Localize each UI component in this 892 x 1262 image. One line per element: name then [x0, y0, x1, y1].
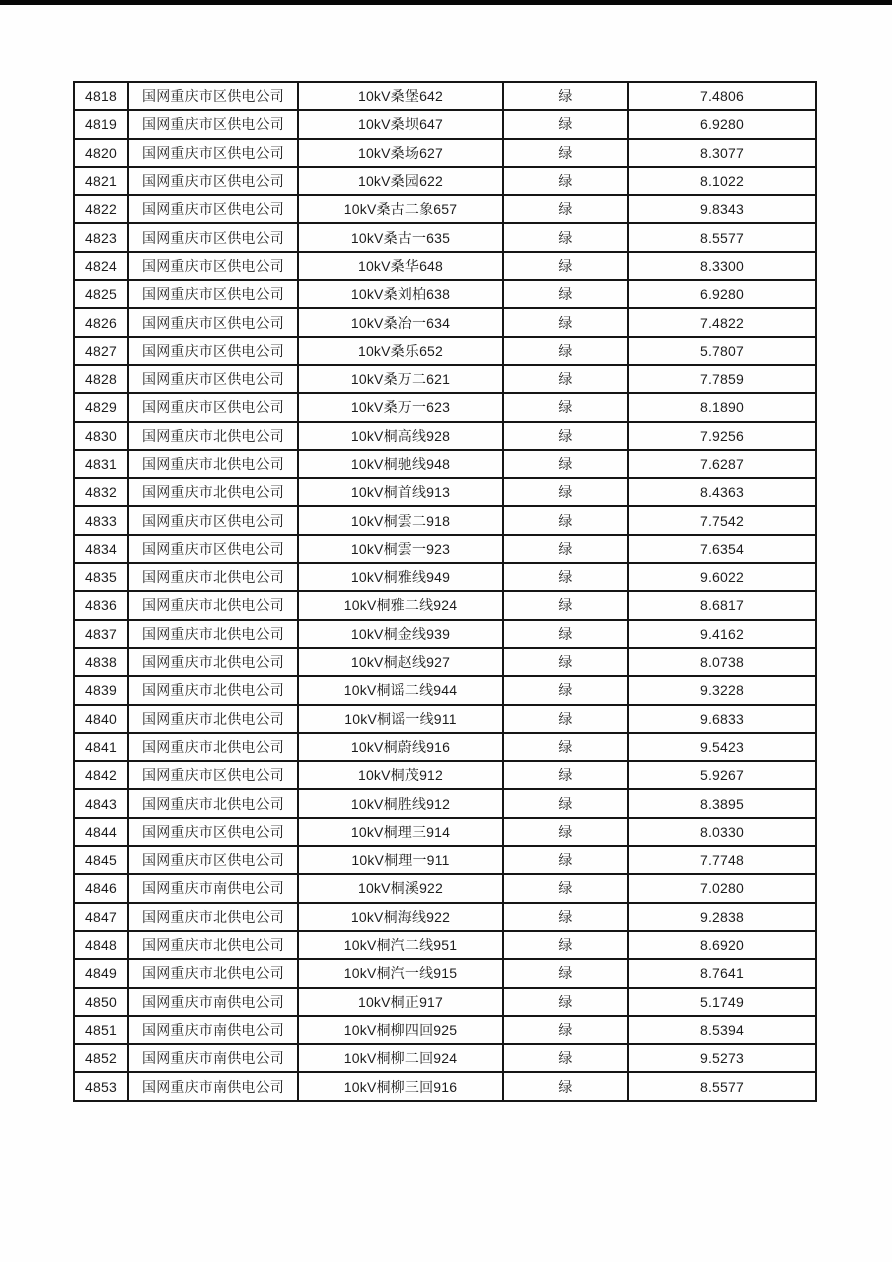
- company-name-cell: 国网重庆市北供电公司: [128, 478, 298, 506]
- line-name-cell: 10kV桐谣二线944: [298, 676, 503, 704]
- status-cell: 绿: [503, 648, 628, 676]
- power-line-rating-table: [73, 81, 817, 1102]
- table-row: [74, 1016, 816, 1044]
- table-row: [74, 450, 816, 478]
- line-name-cell: 10kV桑乐652: [298, 337, 503, 365]
- table-row: [74, 535, 816, 563]
- line-name-cell: 10kV桐雲一923: [298, 535, 503, 563]
- row-number-cell: 4820: [74, 139, 128, 167]
- company-name-cell: 国网重庆市区供电公司: [128, 195, 298, 223]
- status-cell: 绿: [503, 82, 628, 110]
- company-name-cell: 国网重庆市北供电公司: [128, 620, 298, 648]
- status-cell: 绿: [503, 337, 628, 365]
- status-cell: 绿: [503, 195, 628, 223]
- table-row: [74, 478, 816, 506]
- status-cell: 绿: [503, 705, 628, 733]
- table-row: [74, 818, 816, 846]
- company-name-cell: 国网重庆市北供电公司: [128, 931, 298, 959]
- status-cell: 绿: [503, 252, 628, 280]
- row-number-cell: 4826: [74, 308, 128, 336]
- status-cell: 绿: [503, 280, 628, 308]
- table-row: [74, 1044, 816, 1072]
- score-value-cell: 6.9280: [628, 280, 816, 308]
- line-name-cell: 10kV桑古一635: [298, 223, 503, 251]
- line-name-cell: 10kV桐汽二线951: [298, 931, 503, 959]
- row-number-cell: 4838: [74, 648, 128, 676]
- line-name-cell: 10kV桐柳三回916: [298, 1072, 503, 1100]
- row-number-cell: 4823: [74, 223, 128, 251]
- score-value-cell: 8.6920: [628, 931, 816, 959]
- status-cell: 绿: [503, 676, 628, 704]
- status-cell: 绿: [503, 422, 628, 450]
- line-name-cell: 10kV桐驰线948: [298, 450, 503, 478]
- status-cell: 绿: [503, 988, 628, 1016]
- company-name-cell: 国网重庆市区供电公司: [128, 223, 298, 251]
- row-number-cell: 4824: [74, 252, 128, 280]
- table-row: [74, 223, 816, 251]
- line-name-cell: 10kV桐柳二回924: [298, 1044, 503, 1072]
- company-name-cell: 国网重庆市北供电公司: [128, 563, 298, 591]
- score-value-cell: 8.0330: [628, 818, 816, 846]
- row-number-cell: 4849: [74, 959, 128, 987]
- line-name-cell: 10kV桐汽一线915: [298, 959, 503, 987]
- row-number-cell: 4834: [74, 535, 128, 563]
- company-name-cell: 国网重庆市区供电公司: [128, 82, 298, 110]
- company-name-cell: 国网重庆市北供电公司: [128, 705, 298, 733]
- status-cell: 绿: [503, 846, 628, 874]
- status-cell: 绿: [503, 931, 628, 959]
- line-name-cell: 10kV桐蔚线916: [298, 733, 503, 761]
- row-number-cell: 4837: [74, 620, 128, 648]
- status-cell: 绿: [503, 365, 628, 393]
- status-cell: 绿: [503, 308, 628, 336]
- status-cell: 绿: [503, 874, 628, 902]
- score-value-cell: 7.6354: [628, 535, 816, 563]
- company-name-cell: 国网重庆市区供电公司: [128, 761, 298, 789]
- score-value-cell: 8.3300: [628, 252, 816, 280]
- line-name-cell: 10kV桑刘柏638: [298, 280, 503, 308]
- row-number-cell: 4853: [74, 1072, 128, 1100]
- company-name-cell: 国网重庆市区供电公司: [128, 139, 298, 167]
- company-name-cell: 国网重庆市区供电公司: [128, 110, 298, 138]
- company-name-cell: 国网重庆市区供电公司: [128, 846, 298, 874]
- score-value-cell: 7.7859: [628, 365, 816, 393]
- line-name-cell: 10kV桐理一911: [298, 846, 503, 874]
- scan-top-bar: [0, 0, 892, 5]
- table-row: [74, 139, 816, 167]
- score-value-cell: 8.5577: [628, 1072, 816, 1100]
- score-value-cell: 7.4822: [628, 308, 816, 336]
- line-name-cell: 10kV桐茂912: [298, 761, 503, 789]
- company-name-cell: 国网重庆市南供电公司: [128, 1044, 298, 1072]
- status-cell: 绿: [503, 620, 628, 648]
- company-name-cell: 国网重庆市区供电公司: [128, 308, 298, 336]
- line-name-cell: 10kV桐雲二918: [298, 506, 503, 534]
- status-cell: 绿: [503, 1016, 628, 1044]
- score-value-cell: 7.4806: [628, 82, 816, 110]
- company-name-cell: 国网重庆市区供电公司: [128, 506, 298, 534]
- table-row: [74, 676, 816, 704]
- status-cell: 绿: [503, 591, 628, 619]
- line-name-cell: 10kV桑坝647: [298, 110, 503, 138]
- table-row: [74, 789, 816, 817]
- status-cell: 绿: [503, 761, 628, 789]
- score-value-cell: 8.5577: [628, 223, 816, 251]
- company-name-cell: 国网重庆市区供电公司: [128, 393, 298, 421]
- table-row: [74, 903, 816, 931]
- line-name-cell: 10kV桐雅二线924: [298, 591, 503, 619]
- status-cell: 绿: [503, 818, 628, 846]
- score-value-cell: 7.7542: [628, 506, 816, 534]
- score-value-cell: 7.9256: [628, 422, 816, 450]
- score-value-cell: 8.6817: [628, 591, 816, 619]
- row-number-cell: 4821: [74, 167, 128, 195]
- line-name-cell: 10kV桐柳四回925: [298, 1016, 503, 1044]
- row-number-cell: 4845: [74, 846, 128, 874]
- row-number-cell: 4841: [74, 733, 128, 761]
- table-row: [74, 337, 816, 365]
- table-row: [74, 110, 816, 138]
- row-number-cell: 4831: [74, 450, 128, 478]
- line-name-cell: 10kV桐赵线927: [298, 648, 503, 676]
- row-number-cell: 4827: [74, 337, 128, 365]
- row-number-cell: 4825: [74, 280, 128, 308]
- company-name-cell: 国网重庆市北供电公司: [128, 789, 298, 817]
- table-row: [74, 280, 816, 308]
- table-row: [74, 563, 816, 591]
- row-number-cell: 4832: [74, 478, 128, 506]
- status-cell: 绿: [503, 139, 628, 167]
- status-cell: 绿: [503, 1072, 628, 1100]
- table-row: [74, 591, 816, 619]
- line-name-cell: 10kV桐理三914: [298, 818, 503, 846]
- company-name-cell: 国网重庆市北供电公司: [128, 959, 298, 987]
- table-row: [74, 874, 816, 902]
- company-name-cell: 国网重庆市北供电公司: [128, 591, 298, 619]
- company-name-cell: 国网重庆市南供电公司: [128, 1016, 298, 1044]
- table-row: [74, 733, 816, 761]
- row-number-cell: 4830: [74, 422, 128, 450]
- company-name-cell: 国网重庆市区供电公司: [128, 280, 298, 308]
- row-number-cell: 4840: [74, 705, 128, 733]
- score-value-cell: 5.1749: [628, 988, 816, 1016]
- score-value-cell: 9.6833: [628, 705, 816, 733]
- row-number-cell: 4835: [74, 563, 128, 591]
- line-name-cell: 10kV桑古二象657: [298, 195, 503, 223]
- line-name-cell: 10kV桐正917: [298, 988, 503, 1016]
- row-number-cell: 4828: [74, 365, 128, 393]
- table-body: [74, 82, 816, 1101]
- line-name-cell: 10kV桐高线928: [298, 422, 503, 450]
- score-value-cell: 5.7807: [628, 337, 816, 365]
- status-cell: 绿: [503, 903, 628, 931]
- score-value-cell: 8.3895: [628, 789, 816, 817]
- company-name-cell: 国网重庆市北供电公司: [128, 903, 298, 931]
- score-value-cell: 8.4363: [628, 478, 816, 506]
- score-value-cell: 6.9280: [628, 110, 816, 138]
- score-value-cell: 9.5273: [628, 1044, 816, 1072]
- row-number-cell: 4829: [74, 393, 128, 421]
- status-cell: 绿: [503, 1044, 628, 1072]
- company-name-cell: 国网重庆市北供电公司: [128, 676, 298, 704]
- line-name-cell: 10kV桑华648: [298, 252, 503, 280]
- table-row: [74, 959, 816, 987]
- status-cell: 绿: [503, 959, 628, 987]
- status-cell: 绿: [503, 393, 628, 421]
- score-value-cell: 9.8343: [628, 195, 816, 223]
- line-name-cell: 10kV桑冶一634: [298, 308, 503, 336]
- line-name-cell: 10kV桐金线939: [298, 620, 503, 648]
- status-cell: 绿: [503, 506, 628, 534]
- company-name-cell: 国网重庆市区供电公司: [128, 365, 298, 393]
- line-name-cell: 10kV桐胜线912: [298, 789, 503, 817]
- row-number-cell: 4839: [74, 676, 128, 704]
- status-cell: 绿: [503, 478, 628, 506]
- table-row: [74, 506, 816, 534]
- company-name-cell: 国网重庆市区供电公司: [128, 535, 298, 563]
- line-name-cell: 10kV桐首线913: [298, 478, 503, 506]
- score-value-cell: 7.6287: [628, 450, 816, 478]
- score-value-cell: 9.6022: [628, 563, 816, 591]
- score-value-cell: 8.7641: [628, 959, 816, 987]
- score-value-cell: 8.1890: [628, 393, 816, 421]
- table-row: [74, 422, 816, 450]
- status-cell: 绿: [503, 535, 628, 563]
- table-row: [74, 1072, 816, 1100]
- line-name-cell: 10kV桑万一623: [298, 393, 503, 421]
- row-number-cell: 4819: [74, 110, 128, 138]
- line-name-cell: 10kV桑万二621: [298, 365, 503, 393]
- score-value-cell: 8.5394: [628, 1016, 816, 1044]
- row-number-cell: 4851: [74, 1016, 128, 1044]
- row-number-cell: 4844: [74, 818, 128, 846]
- status-cell: 绿: [503, 789, 628, 817]
- table-row: [74, 82, 816, 110]
- row-number-cell: 4818: [74, 82, 128, 110]
- status-cell: 绿: [503, 223, 628, 251]
- company-name-cell: 国网重庆市区供电公司: [128, 252, 298, 280]
- line-name-cell: 10kV桐溪922: [298, 874, 503, 902]
- line-name-cell: 10kV桐雅线949: [298, 563, 503, 591]
- row-number-cell: 4843: [74, 789, 128, 817]
- score-value-cell: 7.7748: [628, 846, 816, 874]
- score-value-cell: 8.1022: [628, 167, 816, 195]
- table-row: [74, 705, 816, 733]
- line-name-cell: 10kV桑堡642: [298, 82, 503, 110]
- line-name-cell: 10kV桐海线922: [298, 903, 503, 931]
- row-number-cell: 4842: [74, 761, 128, 789]
- table-row: [74, 393, 816, 421]
- status-cell: 绿: [503, 450, 628, 478]
- company-name-cell: 国网重庆市区供电公司: [128, 818, 298, 846]
- table-row: [74, 931, 816, 959]
- score-value-cell: 5.9267: [628, 761, 816, 789]
- status-cell: 绿: [503, 110, 628, 138]
- row-number-cell: 4822: [74, 195, 128, 223]
- status-cell: 绿: [503, 563, 628, 591]
- row-number-cell: 4846: [74, 874, 128, 902]
- line-name-cell: 10kV桑园622: [298, 167, 503, 195]
- row-number-cell: 4833: [74, 506, 128, 534]
- table-row: [74, 846, 816, 874]
- score-value-cell: 8.0738: [628, 648, 816, 676]
- table-row: [74, 308, 816, 336]
- table-row: [74, 620, 816, 648]
- company-name-cell: 国网重庆市区供电公司: [128, 167, 298, 195]
- score-value-cell: 9.5423: [628, 733, 816, 761]
- status-cell: 绿: [503, 167, 628, 195]
- row-number-cell: 4836: [74, 591, 128, 619]
- table-row: [74, 761, 816, 789]
- line-name-cell: 10kV桑场627: [298, 139, 503, 167]
- company-name-cell: 国网重庆市北供电公司: [128, 733, 298, 761]
- table-row: [74, 167, 816, 195]
- score-value-cell: 9.4162: [628, 620, 816, 648]
- company-name-cell: 国网重庆市南供电公司: [128, 988, 298, 1016]
- table-row: [74, 252, 816, 280]
- table-row: [74, 648, 816, 676]
- company-name-cell: 国网重庆市南供电公司: [128, 874, 298, 902]
- company-name-cell: 国网重庆市区供电公司: [128, 337, 298, 365]
- company-name-cell: 国网重庆市北供电公司: [128, 422, 298, 450]
- company-name-cell: 国网重庆市北供电公司: [128, 648, 298, 676]
- company-name-cell: 国网重庆市南供电公司: [128, 1072, 298, 1100]
- score-value-cell: 9.2838: [628, 903, 816, 931]
- score-value-cell: 9.3228: [628, 676, 816, 704]
- row-number-cell: 4847: [74, 903, 128, 931]
- score-value-cell: 8.3077: [628, 139, 816, 167]
- table-row: [74, 988, 816, 1016]
- company-name-cell: 国网重庆市北供电公司: [128, 450, 298, 478]
- table-row: [74, 365, 816, 393]
- row-number-cell: 4850: [74, 988, 128, 1016]
- line-name-cell: 10kV桐谣一线911: [298, 705, 503, 733]
- score-value-cell: 7.0280: [628, 874, 816, 902]
- row-number-cell: 4848: [74, 931, 128, 959]
- table-row: [74, 195, 816, 223]
- row-number-cell: 4852: [74, 1044, 128, 1072]
- status-cell: 绿: [503, 733, 628, 761]
